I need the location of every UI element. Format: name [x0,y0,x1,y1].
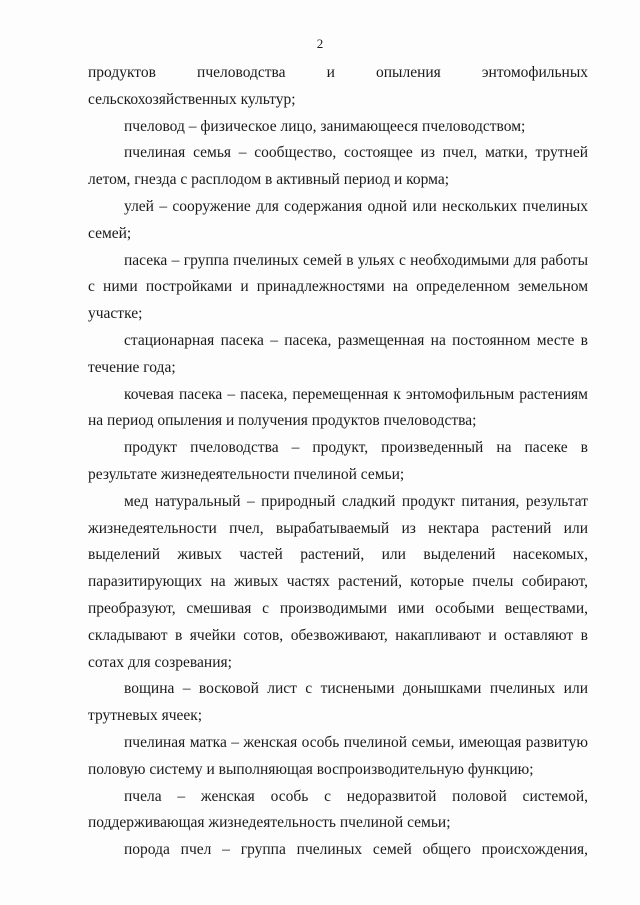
definition-queen-bee: пчелиная матка – женская особь пчелиной семьи, имеющая развитую половую систему и выполняющая воспроизводительную функцию; [88,733,588,778]
definition-hive: улей – сооружение для содержания одной или нескольких пчелиных семей; [88,197,588,242]
page-number: 2 [316,36,324,51]
definition-foundation: вощина – восковой лист с тиснеными донышками пчелиных или трутневых ячеек; [88,680,588,725]
definition-stationary-apiary: стационарная пасека – пасека, размещенная на постоянном месте в течение года; [88,331,588,376]
paragraph-continuation: продуктов пчеловодства и опыления энтомофильных сельскохозяйственных культур; [88,64,588,108]
definition-bee-product: продукт пчеловодства – продукт, произведенный на пасеке в результате жизнедеятельности пчелиной семьи; [88,439,588,483]
definition-bee-breed: порода пчел – группа пчелиных семей общего происхождения, [124,841,588,859]
definition-bee-colony: пчелиная семья – сообщество, состоящее из пчел, матки, трутней летом, гнезда с расплодом в активный период и корма; [88,144,588,189]
document-body [88,60,588,864]
definition-apiary: пасека – группа пчелиных семей в ульях с необходимыми для работы с ними постройками и принадлежностями на определенном земельном участке; [88,251,588,323]
definition-beekeeper: пчеловод – физическое лицо, занимающееся пчеловодством; [124,117,526,135]
definition-nomadic-apiary: кочевая пасека – пасека, перемещенная к энтомофильным растениям на период опыления и получения продуктов пчеловодства; [88,385,588,430]
definition-natural-honey: мед натуральный – природный сладкий продукт питания, результат жизнедеятельности пчел, вырабатываемый из нектара растений или выделений живых частей растений, или выделений насекомых, паразитирующих на живых частях растений, которые пчелы собирают, преобразуют, смешивая с производимыми ими особыми веществами, складывают в ячейки сотов, обезвоживают, накапливают и оставляют в сотах для созревания; [88,492,588,671]
definition-bee: пчела – женская особь с недоразвитой половой системой, поддерживающая жизнедеятельность пчелиной семьи; [88,787,588,832]
